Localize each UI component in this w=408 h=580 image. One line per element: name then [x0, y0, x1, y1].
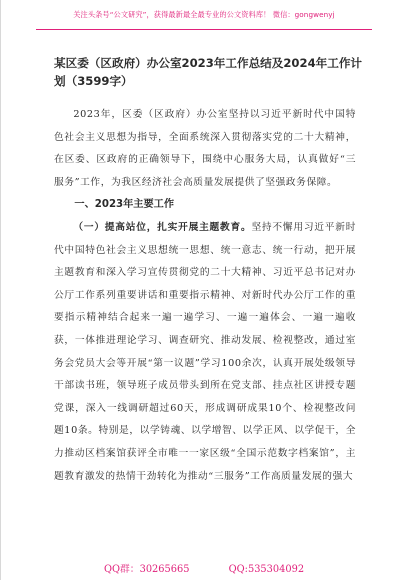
paragraph-1-body: 坚持不懈用习近平新时代中国特色社会主义思想统一思想、统一意志、统一行动，把开展主题教育和深入学习宣传贯彻党的二十大精神、习近平总书记对办公厅工作系列重要讲话和重要指示精神、对新时代办公厅工作的重要指示精神结合起来一遍一遍学习、一遍一遍体会、一遍一遍收获，一体推进理论学习、调查研究、推动发展、检视整改，通过室务会党员大会等开展“第一议题”学习100余次，认真开展处级领导干部读书班，领导班子成员带头到所在党支部、挂点社区讲授专题党课，深入一线调研超过60天，形成调研成果10个、检视整改问题10条。特别是，以学铸魂、以学增智、以学正风、以学促干，全力推动区档案馆获评全市唯一一家区级“全国示范数字档案馆”，主题教育激发的热情干劲转化为推动“三服务”工作高质量发展的强大	[54, 221, 357, 482]
document-body	[54, 54, 363, 488]
footer-qq-group: QQ群：30265665	[103, 564, 190, 575]
header-rule	[36, 29, 372, 30]
document-title-line-2: 划（3599字）	[54, 74, 133, 88]
section-heading: 一、2023年主要工作	[74, 199, 175, 211]
paragraph-1-lead: （一）提高站位，扎实开展主题教育。	[73, 221, 252, 233]
footer-qq: QQ:535304092	[228, 564, 305, 575]
paragraph-1	[54, 217, 356, 488]
document-title-line-1: 某区委（区政府）办公室2023年工作总结及2024年工作计	[54, 56, 363, 70]
promo-banner: 关注头条号“公文研究”，获得最新最全最专业的公文资料库！ 微信：gongwenyj	[73, 10, 335, 19]
intro-paragraph: 2023年，区委（区政府）办公室坚持以习近平新时代中国特色社会主义思想为指导，全面系统深入贯彻落实党的二十大精神，在区委、区政府的正确领导下，围绕中心服务大局，认真做好“三服务”工作，为我区经济社会高质量发展提供了坚强政务保障。	[54, 109, 356, 188]
footer-contact	[0, 561, 408, 575]
page-edge	[0, 0, 1, 580]
